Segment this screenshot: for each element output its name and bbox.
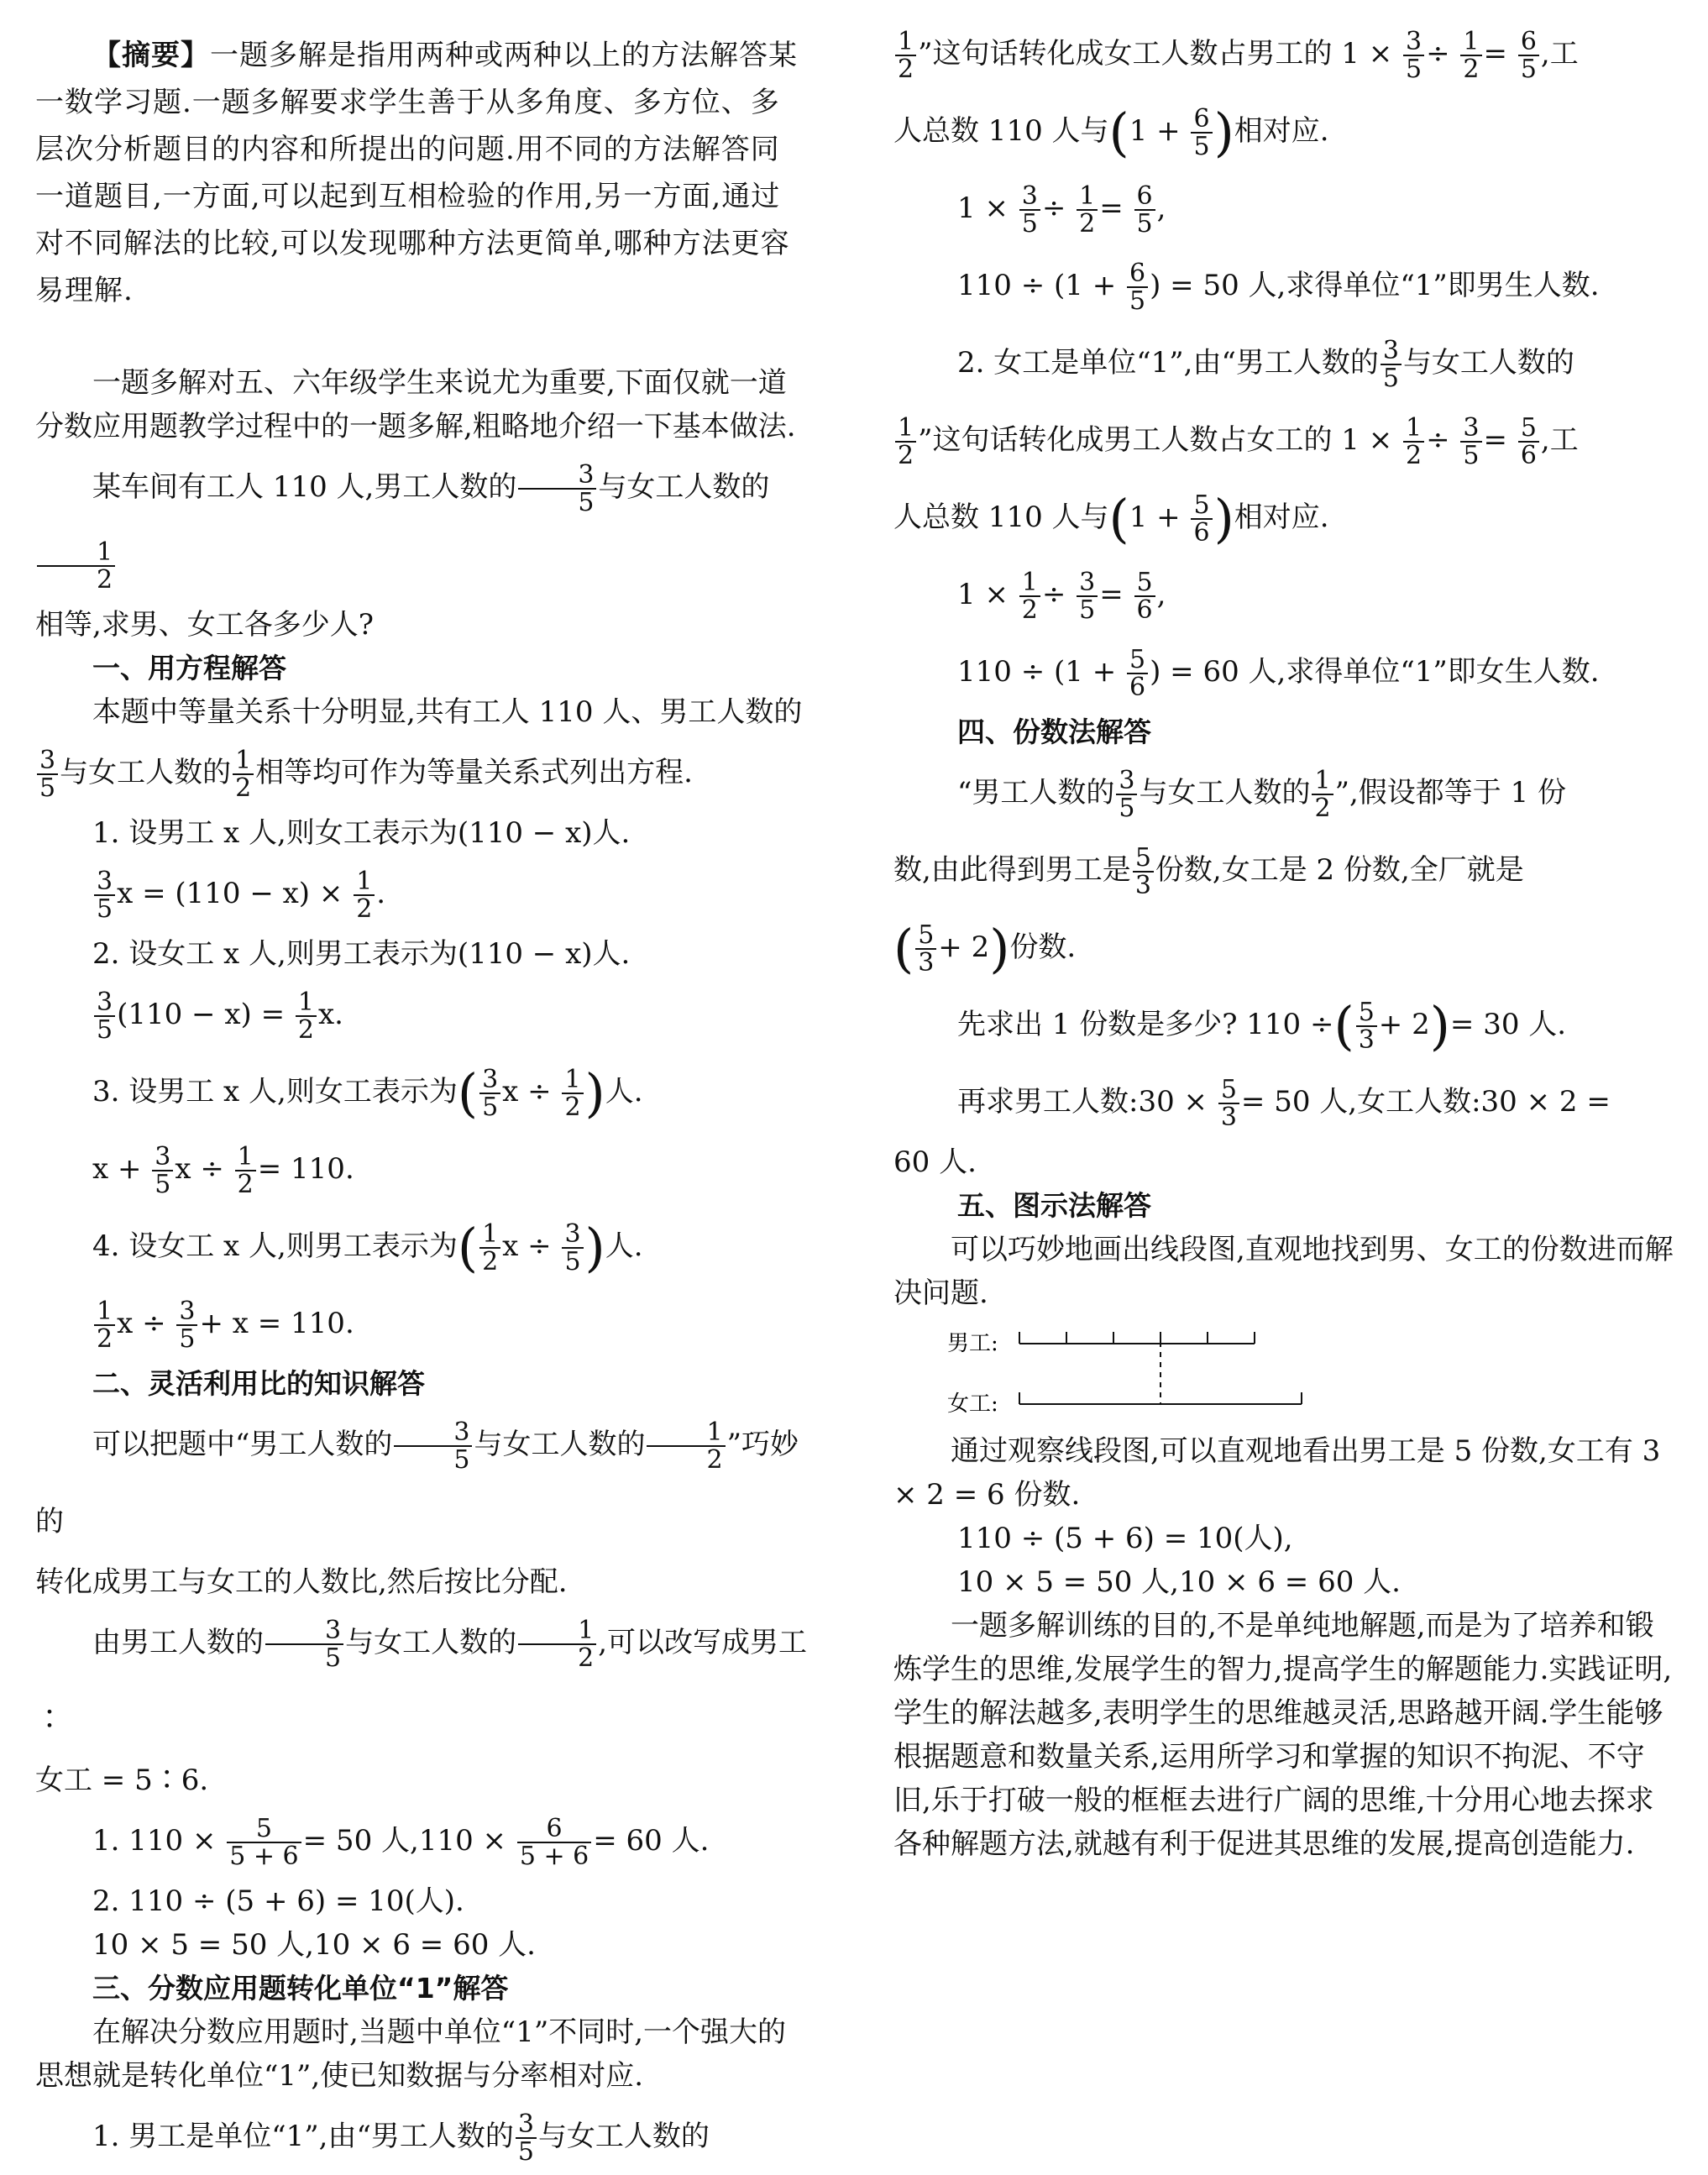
s3-case-1-cont: $\frac{1}{2}$ ”这句话转化成女工人数占男工的 1 × $\frac{3}{5}$ ÷ $\frac{1}{2}$ = $\frac{6}{5}$ ,工 <box>893 15 1674 92</box>
s4-para-4: 先求出 1 份数是多少? 110 ÷( $\frac{5}{3}$ + 2)= 30 人. <box>957 995 1567 1056</box>
s5-math-1: 110 ÷ (5 + 6) = 10(人), <box>957 1522 1293 1555</box>
abstract-text: 一题多解是指用两种或两种以上的方法解答某一数学习题.一题多解要求学生善于从多角度、多方位、多层次分析题目的内容和所提出的问题.用不同的方法解答同一道题目,一方面,可以起到互相检验的作用,另一方面,通过对不同解法的比较,可以发现哪种方法更简单,哪种方法更容易理解. <box>35 39 798 307</box>
section-3-heading: 三、分数应用题转化单位“1”解答 <box>92 1972 509 2005</box>
female-label: 女工: <box>947 1391 998 1417</box>
s3-case-2-cont: $\frac{1}{2}$ ”这句话转化成男工人数占女工的 1 × $\frac{1}{2}$ ÷ $\frac{3}{5}$ = $\frac{5}{6}$ ,工 <box>893 401 1674 479</box>
s3-case-1-cont2: 人总数 110 人与(1 + $\frac{6}{5}$ )相对应. <box>893 102 1329 163</box>
s3-eq-1: 1 × $\frac{3}{5}$ ÷ $\frac{1}{2}$ = $\frac{6}{5}$ , <box>957 181 1166 238</box>
s1-eq-2: $\frac{3}{5}$ (110 − x) = $\frac{1}{2}$ x. <box>35 976 808 1053</box>
fraction: $\frac{3}{5}$ <box>518 462 596 516</box>
s5-math-2: 10 × 5 = 50 人,10 × 6 = 60 人. <box>957 1565 1401 1599</box>
s3-case-2-cont2: 人总数 110 人与(1 + $\frac{5}{6}$ )相对应. <box>893 488 1329 549</box>
s1-eq-3: x + $\frac{3}{5}$ x ÷ $\frac{1}{2}$ = 110. <box>92 1141 354 1199</box>
abstract <box>35 32 808 314</box>
s1-case-4: 4. 设女工 x 人,则男工表示为( $\frac{1}{2}$ x ÷ $\frac{3}{5}$ )人. <box>92 1217 643 1278</box>
s4-para-1: “男工人数的 $\frac{3}{5}$ 与女工人数的 $\frac{1}{2}$ ”,假设都等于 1 份 <box>957 765 1567 823</box>
section-1-heading: 一、用方程解答 <box>92 652 286 684</box>
s3-eq-2-result: 110 ÷ (1 + $\frac{5}{6}$ ) = 60 人,求得单位“1”即女生人数. <box>957 644 1600 702</box>
s4-para-2: 数,由此得到男工是 $\frac{5}{3}$ 份数,女工是 2 份数,全厂就是 <box>893 842 1524 900</box>
s2-method-1: 1. 110 × $\frac{5}{5 + 6}$ = 50 人,110 × $\frac{6}{5 + 6}$ = 60 人. <box>92 1813 710 1871</box>
line-segment-svg <box>944 1320 1414 1424</box>
s1-para: 本题中等量关系十分明显,共有工人 110 人、男工人数的 <box>92 695 803 729</box>
s3-case-2: 2. 女工是单位“1”,由“男工人数的 $\frac{3}{5}$ 与女工人数的 <box>957 335 1574 393</box>
problem-statement-cont: 相等,求男、女工各多少人? <box>35 608 375 642</box>
line-segment-diagram <box>944 1320 1414 1424</box>
s2-para-3: 由男工人数的 $\frac{3}{5}$ 与女工人数的 $\frac{1}{2}$ ,可以改写成男工∶ <box>35 1615 807 1737</box>
s1-eq-4: $\frac{1}{2}$ x ÷ $\frac{3}{5}$ + x = 110. <box>35 1285 808 1362</box>
s2-para-2: 转化成男工与女工的人数比,然后按比分配. <box>35 1565 568 1599</box>
male-label: 男工: <box>947 1331 998 1356</box>
problem-statement: 某车间有工人 110 人,男工人数的 $\frac{3}{5}$ 与女工人数的 $\frac{1}{2}$ <box>35 448 808 603</box>
s3-eq-2: 1 × $\frac{1}{2}$ ÷ $\frac{3}{5}$ = $\frac{5}{6}$ , <box>957 567 1166 625</box>
conclusion-paragraph: 一题多解训练的目的,不是单纯地解题,而是为了培养和锻炼学生的思维,发展学生的智力,提高学生的解题能力.实践证明,学生的解法越多,表明学生的思维越灵活,思路越开阔.学生能够根据题意和数量关系,运用所学习和掌握的知识不拘泥、不守旧,乐于打破一般的框框去进行广阔的思维,十分用心地去探求各种解题方法,就越有利于促进其思维的发展,提高创造能力. <box>893 1609 1673 1861</box>
s2-para-4: 女工 = 5∶6. <box>35 1764 209 1797</box>
s2-para-1: 可以把题中“男工人数的 $\frac{3}{5}$ 与女工人数的 $\frac{1}{2}$ ”巧妙的 <box>35 1417 799 1538</box>
section-5-heading: 五、图示法解答 <box>957 1189 1151 1222</box>
s1-eq-1: $\frac{3}{5}$ x = (110 − x) × $\frac{1}{2}$ . <box>35 855 808 932</box>
s2-method-2: 2. 110 ÷ (5 + 6) = 10(人). <box>92 1884 464 1918</box>
s1-para-cont: $\frac{3}{5}$ 与女工人数的 $\frac{1}{2}$ 相等均可作为等量关系式列出方程. <box>35 734 808 811</box>
fraction: $\frac{1}{2}$ <box>37 539 115 594</box>
abstract-label: 【摘要】 <box>92 39 210 72</box>
section-4-heading: 四、份数法解答 <box>957 715 1151 748</box>
s4-para-5: 再求男工人数:30 × $\frac{5}{3}$ = 50 人,女工人数:30 × 2 = <box>957 1074 1611 1132</box>
s1-case-2: 2. 设女工 x 人,则男工表示为(110 − x)人. <box>92 937 631 971</box>
s1-case-1: 1. 设男工 x 人,则女工表示为(110 − x)人. <box>92 816 631 850</box>
s4-para-3: ( $\frac{5}{3}$ + 2)份数. <box>893 918 1077 979</box>
s1-case-3: 3. 设男工 x 人,则女工表示为( $\frac{3}{5}$ x ÷ $\frac{1}{2}$ )人. <box>92 1062 643 1124</box>
s5-para-1: 可以巧妙地画出线段图,直观地找到男、女工的份数进而解决问题. <box>893 1233 1674 1310</box>
s3-case-1: 1. 男工是单位“1”,由“男工人数的 $\frac{3}{5}$ 与女工人数的 <box>92 2109 710 2167</box>
s5-para-2: 通过观察线段图,可以直观地看出男工是 5 份数,女工有 3 × 2 = 6 份数. <box>893 1434 1661 1512</box>
right-column <box>893 26 1674 1866</box>
s2-method-2-result: 10 × 5 = 50 人,10 × 6 = 60 人. <box>92 1928 536 1962</box>
section-2-heading: 二、灵活利用比的知识解答 <box>92 1367 425 1400</box>
s4-para-6: 60 人. <box>893 1145 977 1179</box>
s3-para-1: 在解决分数应用题时,当题中单位“1”不同时,一个强大的思想就是转化单位“1”,使已知数据与分率相对应. <box>35 2015 787 2093</box>
intro-paragraph: 一题多解对五、六年级学生来说尤为重要,下面仅就一道分数应用题教学过程中的一题多解,粗略地介绍一下基本做法. <box>35 366 796 443</box>
left-column <box>35 32 808 2175</box>
s3-eq-1-result: 110 ÷ (1 + $\frac{6}{5}$ ) = 50 人,求得单位“1”即男生人数. <box>957 258 1600 316</box>
